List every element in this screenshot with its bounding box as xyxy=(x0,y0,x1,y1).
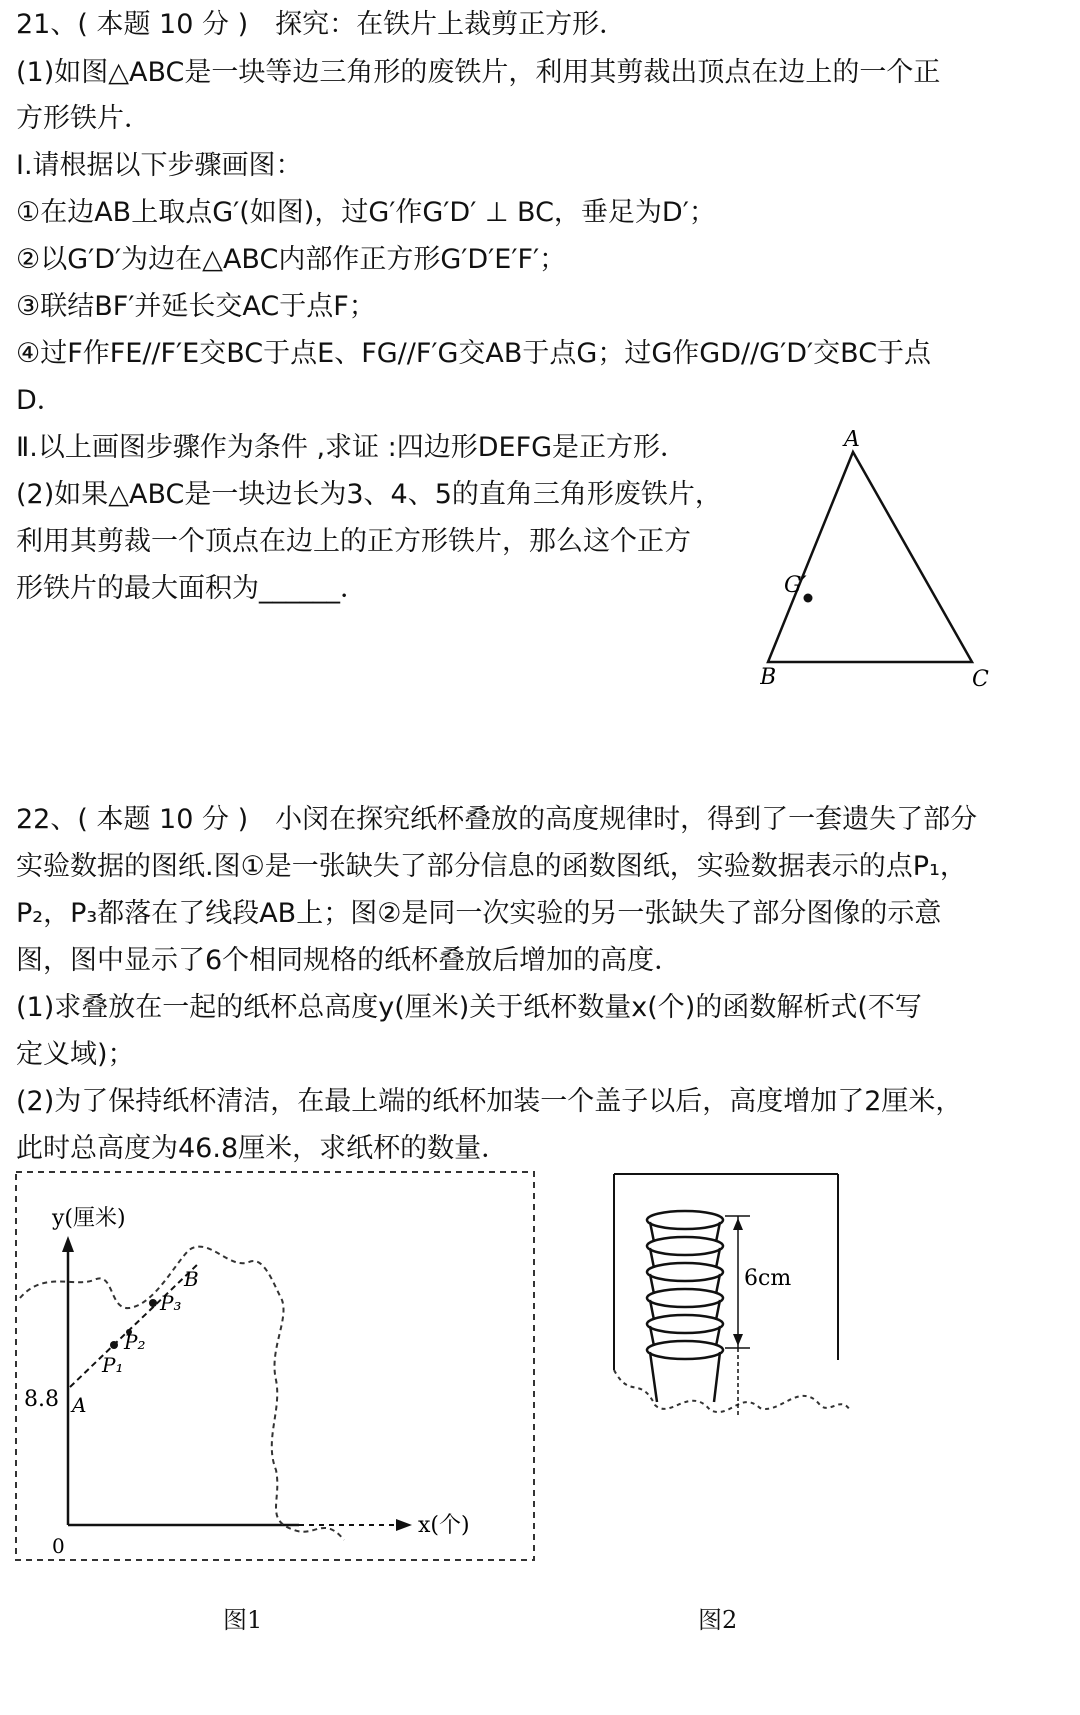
q22-part2-line1: (2)为了保持纸杯清洁，在最上端的纸杯加装一个盖子以后，高度增加了2厘米， xyxy=(16,1086,963,1117)
q21-part1-cont: 方形铁片． xyxy=(16,103,151,134)
q21-step1: ①在边AB上取点G′(如图)，过G′作G′D′ ⊥ BC，垂足为D′； xyxy=(16,197,716,228)
origin-label: 0 xyxy=(52,1534,65,1558)
y-axis-label: y(厘米) xyxy=(52,1206,126,1231)
cup-rim xyxy=(647,1263,723,1281)
figure2-caption: 图2 xyxy=(698,1606,738,1634)
point-p1 xyxy=(110,1341,118,1349)
label-c: C xyxy=(972,667,989,692)
q21-step4: ④过F作FE//F′E交BC于点E、FG//F′G交AB于点G；过G作GD//G′D′交BC于点 xyxy=(16,338,932,369)
q21-part1: (1)如图△ABC是一块等边三角形的废铁片，利用其剪裁出顶点在边上的一个正 xyxy=(16,57,941,88)
height-label: 6cm xyxy=(744,1266,792,1291)
q21-step3: ③联结BF′并延长交AC于点F； xyxy=(16,291,376,322)
figure1-caption: 图1 xyxy=(223,1606,263,1634)
q22-part1-line1: (1)求叠放在一起的纸杯总高度y(厘米)关于纸杯数量x(个)的函数解析式(不写 xyxy=(16,992,922,1023)
label-g-prime: G′ xyxy=(784,573,807,598)
q21-section2: Ⅱ.以上画图步骤作为条件 ,求证 :四边形DEFG是正方形． xyxy=(16,432,688,463)
cup-rim xyxy=(647,1237,723,1255)
q21-part2-line3: 形铁片的最大面积为______． xyxy=(16,573,367,604)
label-p2: P₂ xyxy=(124,1330,146,1354)
cup-rim xyxy=(647,1211,723,1229)
q22-line4: 图，图中显示了6个相同规格的纸杯叠放后增加的高度． xyxy=(16,945,682,976)
x-axis-label: x(个) xyxy=(418,1513,470,1538)
q21-step4-cont: D． xyxy=(16,385,64,416)
figure1-graph xyxy=(14,1170,544,1570)
triangle-figure xyxy=(760,430,1080,750)
label-a: A xyxy=(844,430,860,452)
q21-part2-line1: (2)如果△ABC是一块边长为3、4、5的直角三角形废铁片， xyxy=(16,479,722,510)
cup-rim xyxy=(647,1315,723,1333)
y-intercept-label: 8.8 xyxy=(24,1387,59,1412)
q21-part2-line2: 利用其剪裁一个顶点在边上的正方形铁片，那么这个正方 xyxy=(16,526,691,557)
q22-line3: P₂，P₃都落在了线段AB上；图②是同一次实验的另一张缺失了部分图像的示意 xyxy=(16,898,942,929)
cup-stack xyxy=(647,1211,723,1402)
q22-part2-line2: 此时总高度为46.8厘米，求纸杯的数量． xyxy=(16,1133,509,1164)
q21-header: 21、( 本题 10 分 ) 探究：在铁片上裁剪正方形． xyxy=(16,9,627,40)
x-axis-arrow xyxy=(396,1519,412,1531)
cup-rim xyxy=(647,1289,723,1307)
q22-part1-line2: 定义域)； xyxy=(16,1039,135,1070)
label-point-a: A xyxy=(72,1393,87,1417)
q22-line2: 实验数据的图纸.图①是一张缺失了部分信息的函数图纸，实验数据表示的点P₁， xyxy=(16,851,967,882)
q22-header: 22、( 本题 10 分 ) 小闵在探究纸杯叠放的高度规律时，得到了一套遗失了部分 xyxy=(16,804,978,835)
torn-bottom xyxy=(614,1370,850,1412)
y-axis-arrow xyxy=(62,1236,74,1252)
figure2-cups xyxy=(610,1170,860,1440)
label-p3: P₃ xyxy=(160,1291,182,1315)
q21-step2: ②以G′D′为边在△ABC内部作正方形G′D′E′F′； xyxy=(16,244,567,275)
label-b: B xyxy=(760,665,777,690)
label-p1: P₁ xyxy=(102,1353,124,1377)
cup-rim xyxy=(647,1341,723,1359)
q21-section1: Ⅰ.请根据以下步骤画图： xyxy=(16,150,303,181)
dimension-arrow-bottom xyxy=(733,1334,743,1346)
label-point-b: B xyxy=(184,1267,199,1291)
point-p3 xyxy=(149,1299,157,1307)
triangle-abc xyxy=(768,452,972,662)
dimension-arrow-top xyxy=(733,1218,743,1230)
